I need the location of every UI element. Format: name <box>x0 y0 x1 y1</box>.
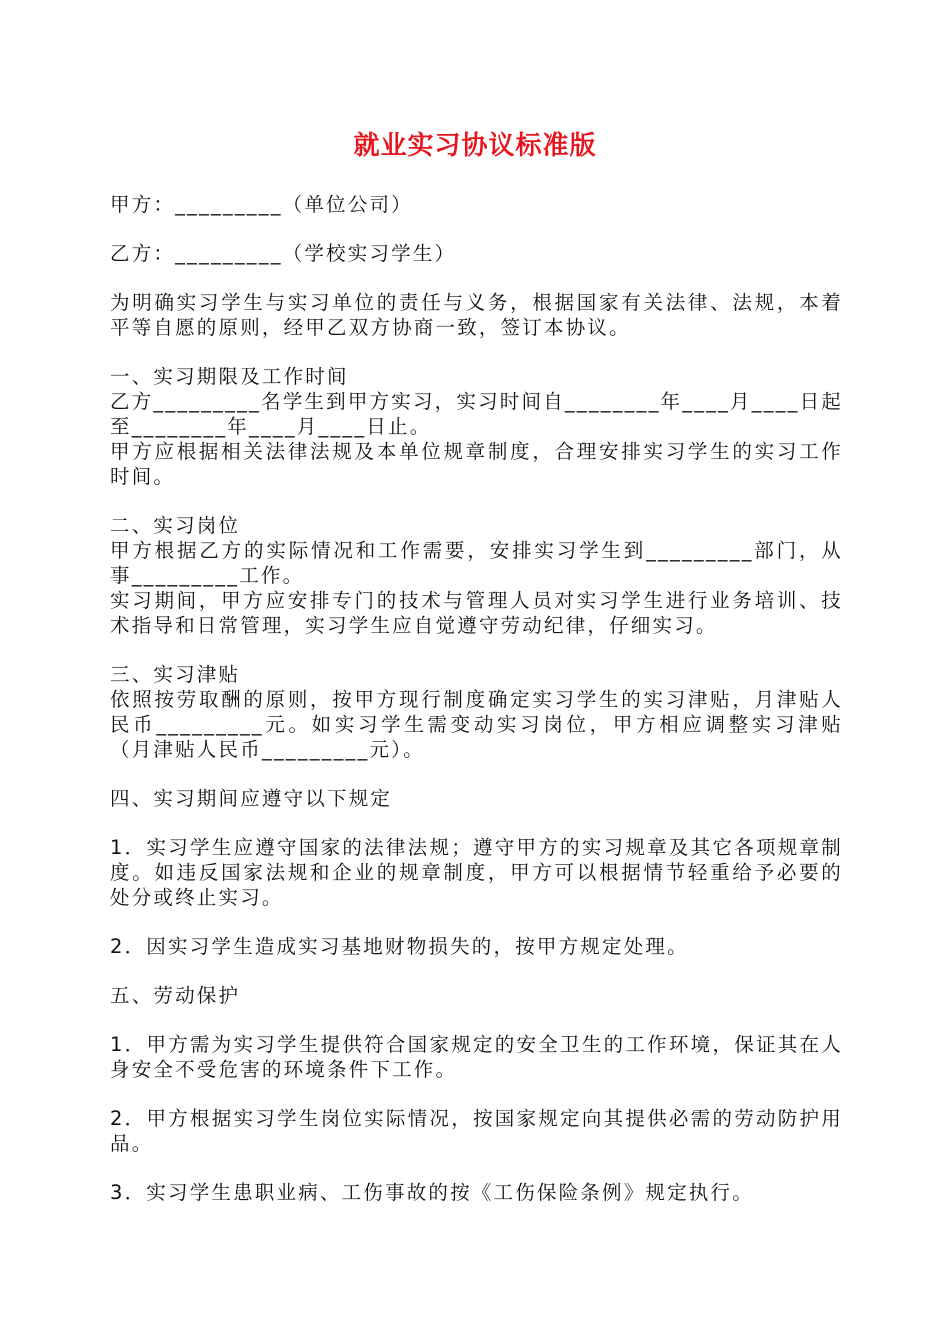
section-1-paragraph-1: 乙方_________名学生到甲方实习，实习时间自________年____月____日起至________年____月____日止。 <box>110 390 843 438</box>
section-3-heading: 三、实习津贴 <box>110 663 241 686</box>
section-4-item-1: 1．实习学生应遵守国家的法律法规；遵守甲方的实习规章及其它各项规章制度。如违反国家法规和企业的规章制度，甲方可以根据情节轻重给予必要的处分或终止实习。 <box>110 836 843 909</box>
section-5-item-1: 1．甲方需为实习学生提供符合国家规定的安全卫生的工作环境，保证其在人身安全不受危害的环境条件下工作。 <box>110 1033 843 1081</box>
section-2-paragraph-2: 实习期间，甲方应安排专门的技术与管理人员对实习学生进行业务培训、技术指导和日常管理，实习学生应自觉遵守劳动纪律，仔细实习。 <box>110 589 843 637</box>
section-2-paragraph-1: 甲方根据乙方的实际情况和工作需要，安排实习学生到_________部门，从事_________工作。 <box>110 539 843 587</box>
section-5-heading: 五、劳动保护 <box>110 984 241 1007</box>
section-4-item-2: 2．因实习学生造成实习基地财物损失的，按甲方规定处理。 <box>110 935 689 958</box>
section-5-item-2: 2．甲方根据实习学生岗位实际情况，按国家规定向其提供必需的劳动防护用品。 <box>110 1107 843 1155</box>
document-title: 就业实习协议标准版 <box>353 131 597 161</box>
section-1-heading: 一、实习期限及工作时间 <box>110 365 349 388</box>
section-4-heading: 四、实习期间应遵守以下规定 <box>110 787 393 810</box>
intro-paragraph: 为明确实习学生与实习单位的责任与义务，根据国家有关法律、法规，本着平等自愿的原则，经甲乙双方协商一致，签订本协议。 <box>110 291 843 339</box>
section-5-item-3: 3．实习学生患职业病、工伤事故的按《工伤保险条例》规定执行。 <box>110 1181 754 1204</box>
party-b-line: 乙方：_________（学校实习学生） <box>110 242 457 265</box>
section-2-heading: 二、实习岗位 <box>110 514 241 537</box>
section-3-paragraph-1: 依照按劳取酬的原则，按甲方现行制度确定实习学生的实习津贴，月津贴人民币_________元。如实习学生需变动实习岗位，甲方相应调整实习津贴（月津贴人民币_________元）。 <box>110 688 843 761</box>
party-a-line: 甲方：_________（单位公司） <box>110 193 413 216</box>
document-body <box>110 192 843 1205</box>
section-1-paragraph-2: 甲方应根据相关法律法规及本单位规章制度，合理安排实习学生的实习工作时间。 <box>110 440 843 488</box>
